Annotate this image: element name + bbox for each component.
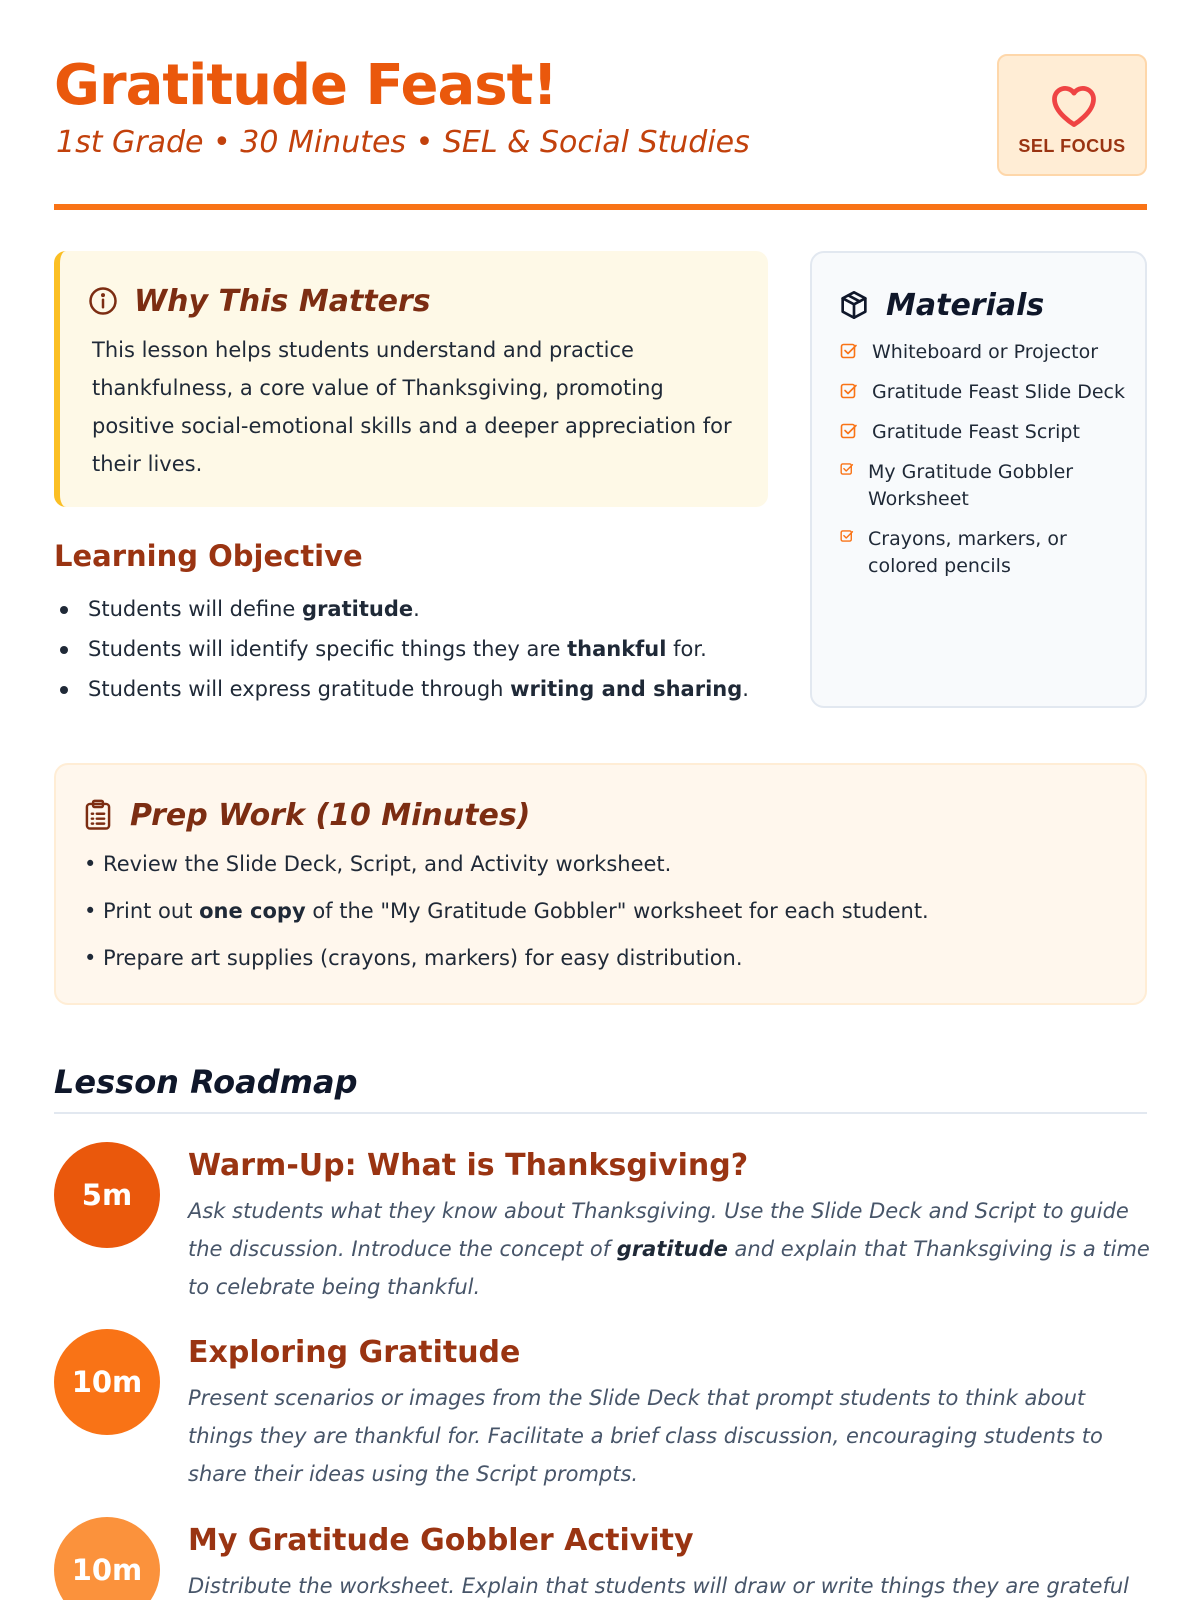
step-time-badge: 5m — [54, 1142, 160, 1248]
page-title: Gratitude Feast! — [54, 53, 557, 118]
list-item: • Review the Slide Deck, Script, and Activity worksheet. — [84, 852, 672, 876]
step-time-badge: 10m — [54, 1517, 160, 1600]
materials-card — [810, 251, 1147, 708]
step-description: Ask students what they know about Thanksgiving. Use the Slide Deck and Script to guide the discussion. Introduce the concept of gratitude and explain that Thanksgiving is a time to celebrate being thankful. — [188, 1199, 1150, 1299]
page-subtitle: 1st Grade • 30 Minutes • SEL & Social Studies — [56, 125, 750, 160]
step-title: Warm-Up: What is Thanksgiving? — [188, 1148, 749, 1183]
lesson-header — [54, 52, 1147, 210]
checkbox-icon — [840, 382, 858, 400]
materials-item: Crayons, markers, or colored pencils — [840, 526, 1085, 580]
roadmap-step — [54, 1329, 1154, 1489]
roadmap-step — [54, 1142, 1154, 1302]
heart-icon — [1048, 80, 1100, 128]
box-icon — [838, 289, 870, 321]
clipboard-icon — [84, 799, 112, 831]
why-text: This lesson helps students understand and practice thankfulness, a core value of Thanksgiving, promoting positive social-emotional skills and a deeper appreciation for their lives. — [92, 338, 732, 476]
list-item: • Print out one copy of the "My Gratitude Gobbler" worksheet for each student. — [84, 899, 929, 923]
materials-item: Gratitude Feast Slide Deck — [840, 379, 1130, 406]
sel-focus-badge — [997, 54, 1147, 176]
list-item: • Prepare art supplies (crayons, markers) for easy distribution. — [84, 946, 743, 970]
materials-item: Whiteboard or Projector — [840, 339, 1130, 366]
badge-label: SEL FOCUS — [1018, 136, 1126, 156]
checkbox-icon — [840, 529, 854, 543]
roadmap-step — [54, 1517, 1154, 1600]
list-item: Students will identify specific things they are thankful for. — [54, 634, 774, 674]
checkbox-icon — [840, 342, 858, 360]
roadmap-divider — [54, 1112, 1147, 1114]
list-item: Students will define gratitude. — [54, 594, 774, 634]
materials-header — [838, 283, 1044, 327]
step-title: My Gratitude Gobbler Activity — [188, 1523, 694, 1558]
checkbox-icon — [840, 462, 854, 476]
prep-list — [84, 849, 929, 990]
prep-title: Prep Work (10 Minutes) — [130, 797, 531, 833]
objective-list — [54, 594, 774, 714]
materials-title: Materials — [886, 287, 1045, 323]
materials-item: My Gratitude Gobbler Worksheet — [840, 459, 1085, 513]
step-time-badge: 10m — [54, 1329, 160, 1435]
step-description: Distribute the worksheet. Explain that students will draw or write things they are grateful — [188, 1574, 1130, 1598]
objective-title: Learning Objective — [54, 539, 363, 573]
list-item: Students will express gratitude through writing and sharing. — [54, 674, 774, 714]
why-this-matters-card — [54, 251, 768, 507]
checkbox-icon — [840, 422, 858, 440]
why-title: Why This Matters — [134, 283, 431, 319]
info-icon — [88, 286, 118, 316]
step-title: Exploring Gratitude — [188, 1335, 521, 1370]
materials-item: Gratitude Feast Script — [840, 419, 1130, 446]
step-description: Present scenarios or images from the Slide Deck that prompt students to think about things they are thankful for. Facilitate a brief class discussion, encouraging students to share their ideas using the Script prompts. — [188, 1386, 1103, 1486]
why-header — [88, 281, 431, 321]
header-divider — [54, 204, 1147, 210]
prep-header — [84, 795, 530, 835]
roadmap-title: Lesson Roadmap — [54, 1063, 358, 1101]
prep-work-card — [54, 763, 1147, 1005]
